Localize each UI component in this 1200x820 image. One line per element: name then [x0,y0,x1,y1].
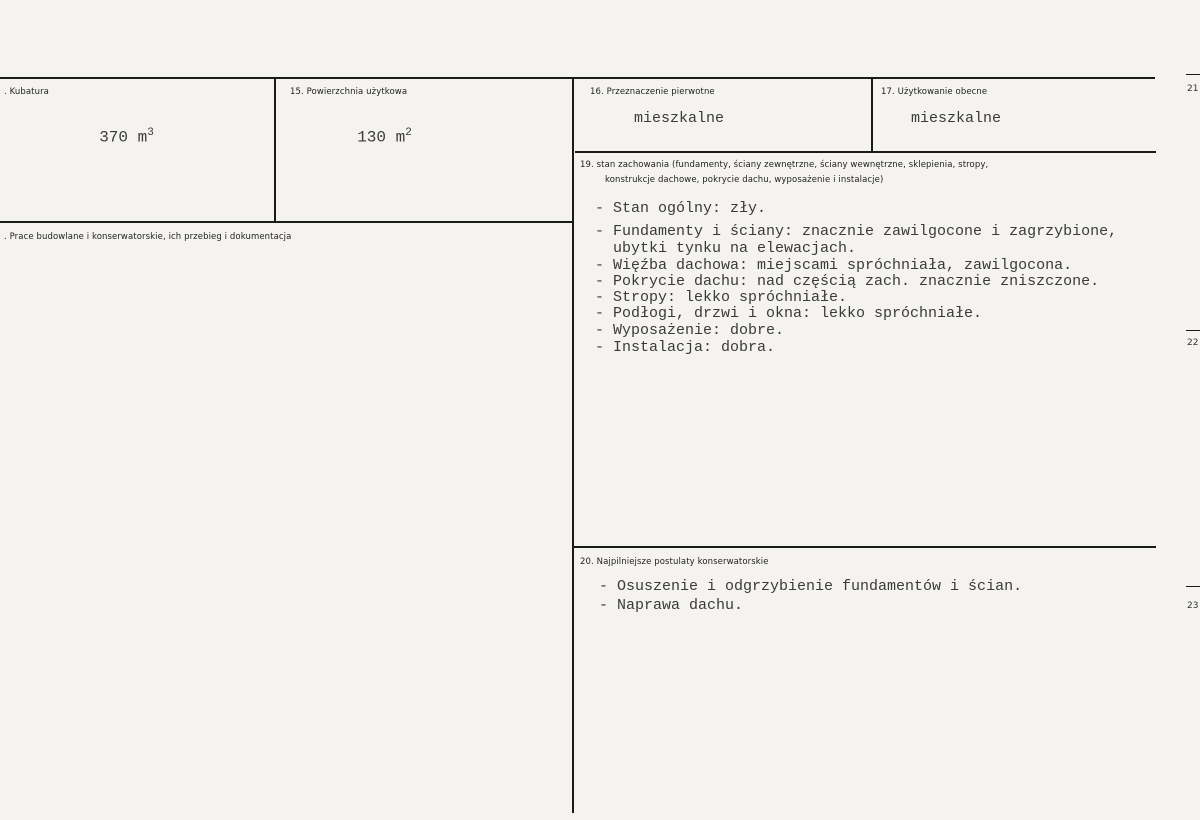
field-14-label: . Kubatura [4,87,49,97]
field-20-line-2: - Naprawa dachu. [599,597,744,614]
field-19-line-8: - Wyposażenie: dobre. [595,322,785,339]
field-17-label: 17. Użytkowanie obecne [881,87,988,97]
field-17-value: mieszkalne [911,110,1002,127]
margin-number-23: 23 [1187,601,1199,611]
divider-14-15 [274,79,276,223]
top-rule [0,77,1155,79]
field-15-value [338,108,412,146]
rule-under-14-15 [0,221,574,223]
field-15-label: 15. Powierzchnia użytkowa [290,87,408,97]
margin-number-21: 21 [1187,84,1199,94]
field-15-value-text: 130 m [357,128,406,147]
field-18-label: . Prace budowlane i konserwatorskie, ich przebieg i dokumentacja [4,232,292,242]
field-19-line-6: - Stropy: lekko spróchniałe. [595,289,848,306]
field-15-unit-exponent: 2 [405,127,412,139]
field-19-line-3: ubytki tynku na elewacjach. [595,240,857,257]
field-19-line-7: - Podłogi, drzwi i okna: lekko spróchniałe. [595,305,983,322]
field-19-line-9: - Instalacja: dobra. [595,339,776,356]
field-16-value: mieszkalne [634,110,725,127]
margin-tick-23 [1186,586,1200,587]
field-19-line-4: - Więźba dachowa: miejscami spróchniała, zawilgocona. [595,257,1073,274]
divider-16-17 [871,79,873,152]
field-14-value [80,108,154,146]
field-19-label-line-2: konstrukcje dachowe, pokrycie dachu, wyposażenie i instalacje) [605,175,884,185]
field-20-line-1: - Osuszenie i odgrzybienie fundamentów i ścian. [599,578,1023,595]
margin-tick-21 [1186,74,1200,75]
field-19-line-5: - Pokrycie dachu: nad częścią zach. znacznie zniszczone. [595,273,1100,290]
field-14-value-text: 370 m [99,128,148,147]
field-20-label: 20. Najpilniejsze postulaty konserwatorskie [580,557,769,567]
field-19-line-2: - Fundamenty i ściany: znacznie zawilgocone i zagrzybione, [595,223,1118,240]
field-16-label: 16. Przeznaczenie pierwotne [590,87,715,97]
rule-above-20 [574,546,1156,548]
field-19-line-1: - Stan ogólny: zły. [595,200,767,217]
divider-main [572,79,574,813]
margin-tick-22 [1186,330,1200,331]
margin-number-22: 22 [1187,338,1199,348]
rule-under-16-17 [575,151,1156,153]
field-14-unit-exponent: 3 [147,127,154,139]
field-19-label-line-1: 19. stan zachowania (fundamenty, ściany zewnętrzne, ściany wewnętrzne, sklepienia, stropy, [580,160,989,170]
